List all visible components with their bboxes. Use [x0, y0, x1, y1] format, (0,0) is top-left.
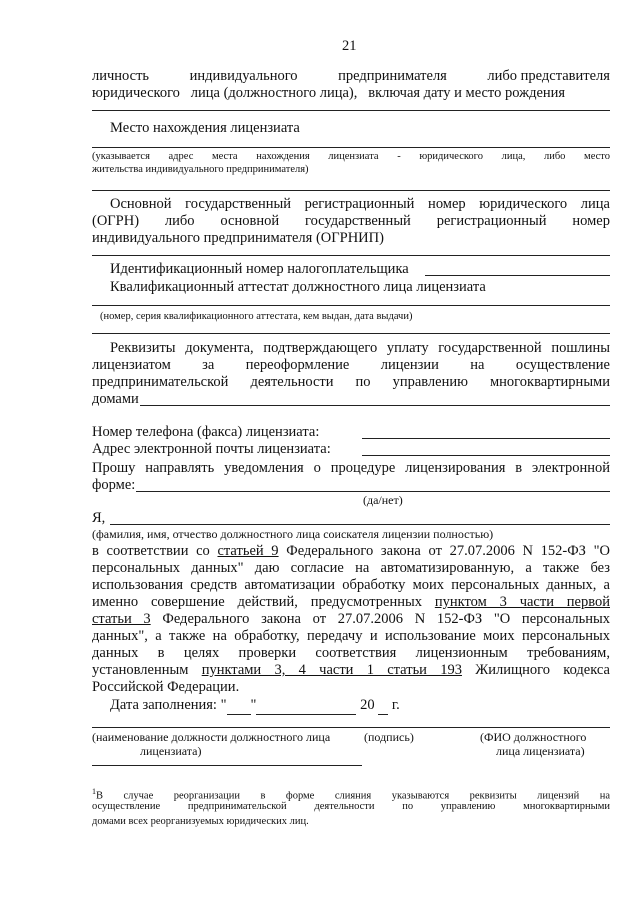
intro-line-2: юридического лица (должностного лица), включая дату и место рождения	[92, 85, 566, 101]
email-field[interactable]	[362, 455, 610, 456]
law-link-point-3[interactable]: пунктом 3 части первой	[434, 594, 610, 610]
consent-text: именно совершение действий, предусмотренных	[92, 594, 435, 610]
divider	[92, 255, 610, 256]
email-label: Адрес электронной почты лицензиата:	[92, 441, 331, 457]
consent-text: Федерального закона от 27.07.2006 N 152-ФЗ "О	[278, 543, 611, 559]
position-note-1: (наименование должности должностного лица	[92, 730, 331, 744]
date-quote: "	[250, 697, 257, 713]
date-label: Дата заполнения: "	[110, 697, 227, 713]
intro-word-4: либо представителя	[487, 68, 610, 84]
location-line	[92, 147, 610, 148]
law-link-housing-code[interactable]: пунктами 3, 4 части 1 статьи 193	[201, 662, 462, 678]
name-note: (фамилия, имя, отчество должностного лица соискателя лицензии полностью)	[92, 527, 494, 541]
attestat-line[interactable]	[92, 305, 610, 306]
consent-text: установленным	[92, 662, 202, 678]
payment-field[interactable]	[140, 405, 610, 406]
notify-field[interactable]	[136, 491, 610, 492]
notify-line-1: Прошу направлять уведомления о процедуре лицензирования в электронной	[92, 460, 610, 476]
intro-line-1	[92, 68, 610, 85]
consent-text: Жилищного кодекса	[461, 662, 610, 678]
law-link-article-3[interactable]: статьи 3	[92, 611, 151, 627]
payment-line-2: лицензиатом за переоформление лицензии на осуществление	[92, 357, 610, 373]
footnote-line-3: домами всех реорганизуемых юридических лиц.	[92, 816, 309, 827]
footnote-text: В случае реорганизации в форме слияния указываются реквизиты лицензий на	[96, 790, 610, 802]
consent-line-9: Российской Федерации.	[92, 679, 240, 695]
consent-text: в соответствии со	[92, 543, 218, 559]
phone-field[interactable]	[362, 438, 610, 439]
location-note-2: жительства индивидуального предпринимателя)	[92, 164, 309, 175]
fio-note-2: лица лицензиата)	[496, 744, 585, 758]
payment-line-4: домами	[92, 391, 139, 407]
consent-line-4	[92, 594, 610, 611]
notify-line-2: форме:	[92, 477, 136, 493]
consent-line-8	[92, 662, 610, 679]
notify-note: (да/нет)	[363, 493, 403, 507]
signature-line[interactable]	[92, 727, 610, 728]
fio-note-1: (ФИО должностного	[480, 730, 587, 744]
divider	[92, 190, 610, 191]
attestat-note: (номер, серия квалификационного аттестата, кем выдан, дата выдачи)	[100, 311, 413, 322]
consent-line-6: данных", а также на обработку, передачу и использование моих персональных	[92, 628, 610, 644]
consent-ya: Я,	[92, 510, 106, 526]
consent-text: Федерального закона от 27.07.2006 N 152-ФЗ "О персональных	[150, 611, 610, 627]
position-note-2: лицензиата)	[140, 744, 202, 758]
intro-word-2: индивидуального	[189, 68, 298, 84]
footnote-line-2: осуществление предпринимательской деятельности по управлению многоквартирными	[92, 801, 610, 812]
footnote-mark: 1	[92, 787, 96, 796]
attestat-label: Квалификационный аттестат должностного лица лицензиата	[110, 279, 486, 295]
date-suffix: г.	[391, 697, 400, 713]
phone-label: Номер телефона (факса) лицензиата:	[92, 424, 320, 440]
name-field[interactable]	[110, 524, 610, 525]
date-month-field[interactable]	[256, 697, 356, 715]
date-year-prefix: 20	[360, 697, 375, 713]
date-year-field[interactable]	[378, 697, 388, 715]
intro-word-1: личность	[92, 68, 150, 84]
law-link-article-9[interactable]: статьей 9	[217, 543, 279, 559]
sign-note: (подпись)	[364, 730, 414, 744]
consent-line-1	[92, 543, 610, 560]
page-number: 21	[342, 38, 357, 54]
location-label: Место нахождения лицензиата	[110, 120, 300, 136]
location-note-1: (указывается адрес места нахождения лицензиата - юридического лица, либо место	[92, 151, 610, 162]
inn-label: Идентификационный номер налогоплательщика	[110, 261, 409, 277]
footnote-divider	[92, 765, 362, 766]
consent-line-5	[92, 611, 610, 628]
date-row	[110, 697, 400, 715]
date-day-field[interactable]	[227, 697, 251, 715]
consent-line-7: данных в целях проверки соответствия лицензионным требованиям,	[92, 645, 610, 661]
ogrn-line-3: индивидуального предпринимателя (ОГРНИП)	[92, 230, 384, 246]
divider	[92, 333, 610, 334]
payment-line-1: Реквизиты документа, подтверждающего уплату государственной пошлины	[110, 340, 610, 356]
inn-field[interactable]	[425, 275, 610, 276]
ogrn-line-1: Основной государственный регистрационный номер юридического лица	[110, 196, 610, 212]
payment-line-3: предпринимательской деятельности по управлению многоквартирными	[92, 374, 610, 390]
consent-line-3: использования средств автоматизации обработку моих персональных данных, а	[92, 577, 610, 593]
ogrn-line-2: (ОГРН) либо основной государственный регистрационный номер	[92, 213, 610, 229]
intro-word-3: предпринимателя	[338, 68, 447, 84]
divider	[92, 110, 610, 111]
consent-line-2: персональных данных" даю согласие на автоматизированную, а также без	[92, 560, 610, 576]
